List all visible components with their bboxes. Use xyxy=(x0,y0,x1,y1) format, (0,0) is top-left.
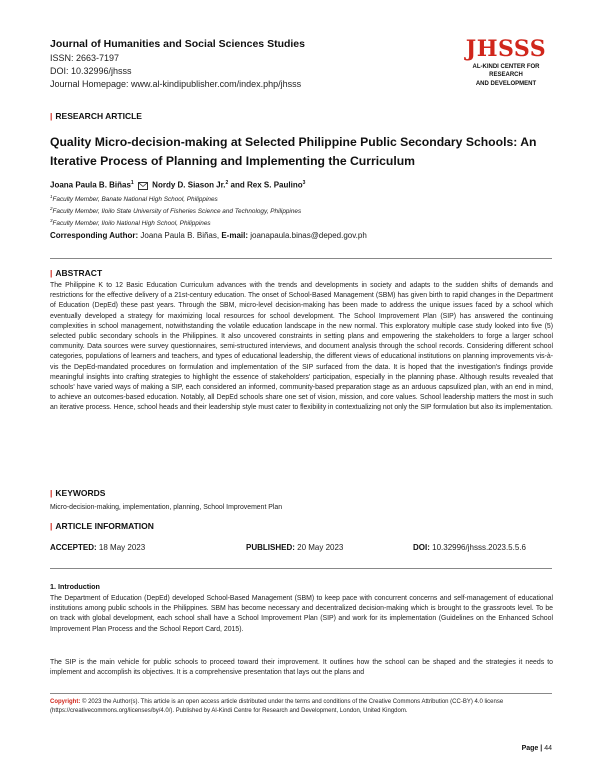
journal-name: Journal of Humanities and Social Sciences Studies xyxy=(50,38,305,50)
corr-label: Corresponding Author: xyxy=(50,231,139,240)
keywords-heading: | KEYWORDS xyxy=(50,488,106,498)
article-doi[interactable]: DOI: 10.32996/jhsss.2023.5.5.6 xyxy=(413,543,526,552)
journal-doi: DOI: 10.32996/jhsss xyxy=(50,66,132,76)
article-info-heading: | ARTICLE INFORMATION xyxy=(50,521,154,531)
logo-line-2: AND DEVELOPMENT xyxy=(475,81,537,87)
logo-acronym: JHSSS xyxy=(465,36,547,62)
author-and: and xyxy=(230,180,245,190)
section-bar-icon: | xyxy=(50,111,53,121)
author-2: Nordy D. Siason Jr. xyxy=(152,180,226,190)
intro-paragraph-1: The Department of Education (DepEd) developed School-Based Management (SBM) to keep pace with concurrent concerns and self-management of educational institutions among public schools in the Philippines. SBM has become necessary and decentralized decision-making which is brought to the grassroots level. To be on track with global development, each school shall have a School Improvement Plan (SIP) and work for its implementation (Guidelines on the Enhanced School Improvement Plan Process and the School Report Card, 2015). xyxy=(50,595,553,633)
title-line-2: Iterative Process of Planning and Implementing the Curriculum xyxy=(50,154,416,168)
copyright-notice xyxy=(50,698,553,716)
journal-logo xyxy=(456,36,556,88)
corresponding-author: Corresponding Author: Joana Paula B. Biñas, E-mail: joanapaula.binas@deped.gov.ph xyxy=(50,231,367,240)
author-list xyxy=(50,180,305,190)
accepted-date: ACCEPTED: 18 May 2023 xyxy=(50,543,146,552)
intro-paragraph-2: The SIP is the main vehicle for public schools to proceed toward their improvement. It outlines how the school can be shaped and the strategies it needs to implement and accomplish its objectives. It is a comprehensive presentation that lays out the plans and xyxy=(50,659,553,677)
corr-name: Joana Paula B. Biñas, xyxy=(140,231,220,240)
footer-divider xyxy=(50,693,552,694)
author-1: Joana Paula B. Biñas xyxy=(50,180,131,190)
author-1-sup: 1 xyxy=(130,180,134,186)
divider xyxy=(50,568,552,569)
page-number: Page | 44 xyxy=(521,745,552,752)
keywords-text: Micro-decision-making, implementation, planning, School Improvement Plan xyxy=(50,504,283,511)
title-line-1: Quality Micro-decision-making at Selected Philippine Public Secondary Schools: An xyxy=(50,135,537,149)
affiliation-1: $^1$Faculty Member, Banate National High School, Philippines xyxy=(50,194,218,204)
corr-email-label: E-mail xyxy=(221,231,246,240)
envelope-icon[interactable] xyxy=(138,182,148,190)
copyright-label: Copyright: xyxy=(50,699,81,705)
author-2-sup: 2 xyxy=(225,180,229,186)
journal-homepage[interactable]: Journal Homepage: www.al-kindipublisher.com/index.php/jhsss xyxy=(50,79,302,89)
affiliation-2: $^2$Faculty Member, Iloilo State University of Fisheries Science and Technology, Philippines xyxy=(50,206,302,216)
corr-email[interactable]: joanapaula.binas@deped.gov.ph xyxy=(250,231,367,240)
copyright-text: © 2023 the Author(s). This article is an open access article distributed under the terms and conditions of the Creative Commons Attribution (CC-BY) 4.0 license (https://creativecommons.org/licenses/by/4.0/). Published by Al-Kindi Centre for Research and Development, London, United Kingdom. xyxy=(50,699,504,714)
affiliation-3: $^3$Faculty Member, Iloilo National High School, Philippines xyxy=(50,218,211,228)
logo-line-1: AL-KINDI CENTER FOR RESEARCH xyxy=(472,64,540,78)
journal-issn: ISSN: 2663-7197 xyxy=(50,53,120,63)
abstract-heading: | ABSTRACT xyxy=(50,268,103,278)
published-date: PUBLISHED: 20 May 2023 xyxy=(246,543,344,552)
author-3-sup: 3 xyxy=(302,180,306,186)
abstract-text: The Philippine K to 12 Basic Education Curriculum advances with the trends and developments in society and adapts to the sudden shifts of demands and restrictions for the effective delivery of a 21st-century education. The onset of School-Based Management (SBM) has given birth to rapid changes in the Department of Education (DepEd) these past years. Through the SBM, micro-level decision-making has been made to address the unique issues faced by a school which eventually developed a strategy for maximizing local resources for school development. The School Improvement Plan (SIP) has answered the continuing complexities in school management, notwithstanding the volatile education landscape in the new normal. This exploratory multiple case study looked into five (5) selected public secondary schools in the Philippines. It also uncovered constraints in setting plans and empowering the stakeholders to forge a larger school community. Data sources were survey questionnaires, semi-structured interviews, and document analysis through the school records. Considering different school categories, populations of learners and teachers, and types of educational leadership, the different views of educational institutions on planning improvements vis-à-vis the DepEd-mandated procedures on formulation and implementation of the SIP surfaced from the data. It is hoped that the investigation's findings provide meaningful insights into crafting strategies to highlight the essence of stakeholders' participation, especially in the planning phase. Although results revealed that schools' have varied ways of making a SIP, each considered an informed, community-based preparation stage as an arduous capsulized plan, with an end in mind, to achieve an outcomes-based education. Notably, all DepEd schools share one set of vision, mission, and core values. School leadership matters the most in such an iterative process. Hence, school heads and their leadership style must cater to flexibility in contextualizing not only the SIP formulation but also its implementation. xyxy=(50,282,553,412)
intro-heading: 1. Introduction xyxy=(50,582,100,591)
article-type: | RESEARCH ARTICLE xyxy=(50,111,142,121)
paper-title xyxy=(50,133,560,171)
author-3: Rex S. Paulino xyxy=(247,180,303,190)
divider xyxy=(50,258,552,259)
